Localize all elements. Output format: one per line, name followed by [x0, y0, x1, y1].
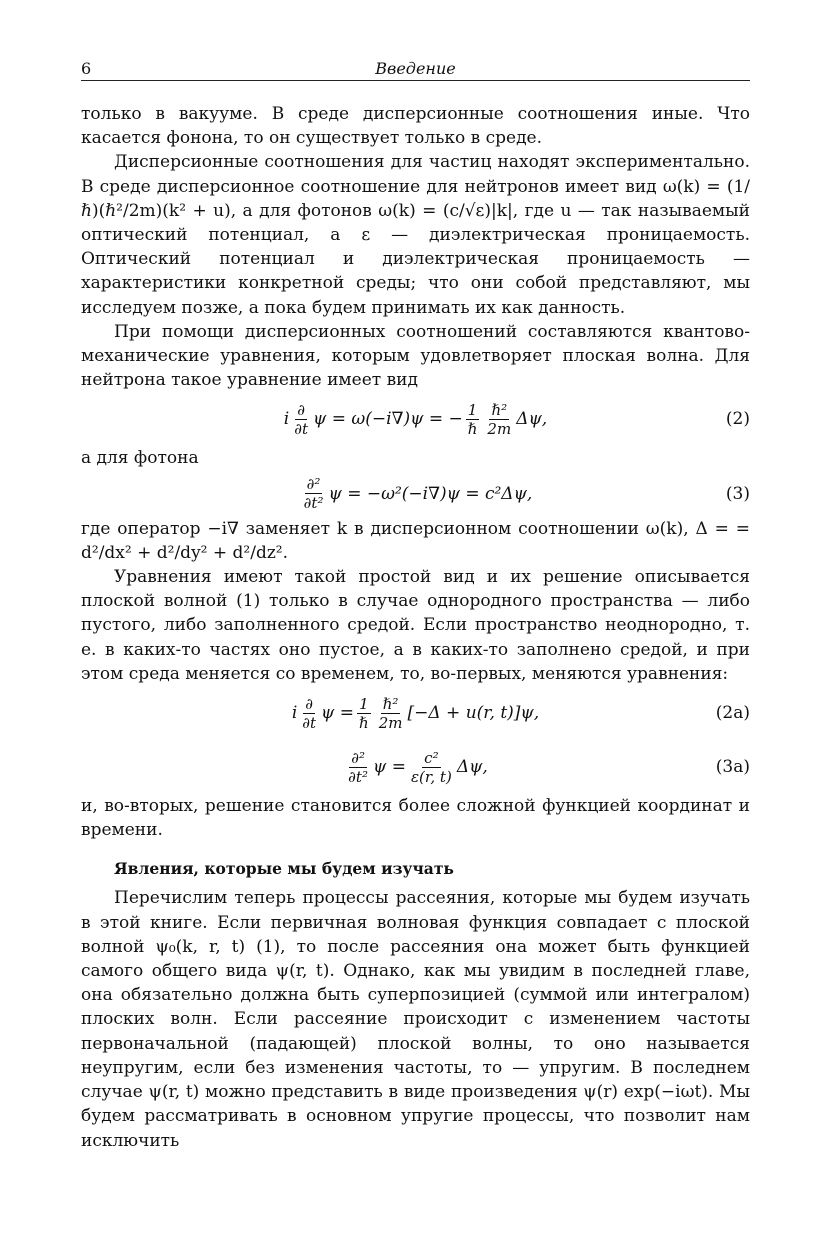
- running-title: Введение: [375, 59, 456, 78]
- paragraph-2: Дисперсионные соотношения для частиц находят экспериментально. В среде дисперсионное соотношение для нейтронов имеет вид ω(k) = (1/ℏ)(ℏ²/2m)(k² + u), а для фотонов ω(k) = (c/√ε)|k|, где u — так называемый оптический потенциал, а ε — диэлектрическая проницаемость. Оптический потенциал и диэлектрическая проницаемость — характеристики конкретной среды; что они собой представляют, мы исследуем позже, а пока будем принимать их как данность.: [81, 152, 750, 318]
- equation-3-number: (3): [725, 483, 750, 504]
- eq3a-frac: [409, 749, 454, 786]
- eq2a-f2-num: ℏ²: [382, 694, 399, 713]
- eq3-d-num: ∂²: [306, 475, 321, 494]
- eq2a-f1-den: ℏ: [359, 713, 369, 732]
- paragraph-3: При помощи дисперсионных соотношений составляются квантово-механические уравнения, которым удовлетворяет плоская волна. Для нейтрона такое уравнение имеет вид: [81, 321, 750, 391]
- eq3-d-den: ∂t²: [303, 494, 324, 513]
- eq2-tail: Δψ,: [516, 409, 548, 430]
- equation-2a: [81, 686, 750, 740]
- equation-3a-formula: [343, 749, 488, 786]
- page-number: 6: [81, 59, 92, 78]
- eq2-d-num: ∂: [297, 400, 306, 419]
- page-body: [81, 102, 750, 1153]
- eq2-f2-den: 2m: [487, 419, 512, 438]
- eq2a-f2-den: 2m: [378, 713, 403, 732]
- eq2a-f1-num: 1: [359, 694, 369, 713]
- eq2a-d-num: ∂: [305, 694, 314, 713]
- eq2a-derivative: [300, 695, 318, 732]
- eq3a-tail: Δψ,: [456, 756, 488, 777]
- eq3a-f-num: c²: [424, 748, 439, 767]
- eq2-mid: ψ = ω(−i∇)ψ = −: [313, 409, 463, 430]
- eq2-frac-2: [485, 401, 513, 438]
- page-header: [81, 58, 750, 81]
- eq3a-derivative: [346, 749, 370, 786]
- paragraph-7: и, во-вторых, решение становится более сложной функцией координат и времени.: [81, 796, 750, 841]
- equation-3a: [81, 740, 750, 794]
- paragraph-5: где оператор −i∇ заменяет k в дисперсионном соотношении ω(k), Δ = = d²/dx² + d²/dy² + d²/dz².: [81, 518, 750, 563]
- equation-2a-number: (2a): [715, 702, 750, 723]
- eq3a-d-num: ∂²: [351, 748, 365, 767]
- eq2a-i: i: [291, 702, 298, 723]
- eq3a-mid: ψ =: [372, 756, 406, 777]
- eq2a-mid: ψ =: [321, 702, 355, 723]
- paragraph-1: только в вакууме. В среде дисперсионные соотношения иные. Что касается фонона, то он существует только в среде.: [81, 104, 750, 149]
- eq2a-frac-1: [357, 695, 371, 732]
- eq3-body: ψ = −ω²(−i∇)ψ = c²Δψ,: [328, 483, 533, 504]
- eq2-frac-1: [466, 401, 480, 438]
- paragraph-4: а для фотона: [81, 448, 199, 469]
- eq2-f2-num: ℏ²: [491, 400, 508, 419]
- equation-3a-number: (3a): [715, 756, 750, 777]
- eq3a-f-den: ε(r, t): [410, 767, 452, 786]
- equation-2-number: (2): [725, 409, 750, 430]
- eq2-i: i: [283, 409, 290, 430]
- equation-3-formula: [299, 475, 533, 512]
- eq2-d-den: ∂t: [294, 419, 309, 438]
- eq2a-d-den: ∂t: [302, 713, 317, 732]
- eq2-f1-den: ℏ: [467, 419, 478, 438]
- eq2a-tail: [−Δ + u(r, t)]ψ,: [407, 702, 540, 723]
- equation-2a-formula: [292, 695, 539, 732]
- eq3-derivative: [302, 475, 326, 512]
- paragraph-6: Уравнения имеют такой простой вид и их решение описывается плоской волной (1) только в случае однородного пространства — либо пустого, либо заполненного средой. Если пространство неоднородно, т. е. в каких-то частях оно пустое, а в каких-то заполнено средой, и при этом среда меняется со временем, то, во-первых, меняются уравнения:: [81, 567, 750, 684]
- eq2-derivative: [292, 401, 310, 438]
- section-heading: Явления, которые мы будем изучать: [114, 859, 454, 879]
- eq3a-d-den: ∂t²: [348, 767, 368, 786]
- eq2-f1-num: 1: [467, 400, 478, 419]
- equation-3: [81, 471, 750, 517]
- equation-2-formula: [284, 401, 547, 438]
- paragraph-8: Перечислим теперь процессы рассеяния, которые мы будем изучать в этой книге. Если первичная волновая функция совпадает с плоской волной ψ₀(k, r, t) (1), то после рассеяния она может быть функцией самого общего вида ψ(r, t). Однако, как мы увидим в последней главе, она обязательно должна быть суперпозицией (суммой или интегралом) плоских волн. Если рассеяние происходит с изменением частоты первоначальной (падающей) плоской волны, то оно называется неупругим, если без изменения частоты, то — упругим. В последнем случае ψ(r, t) можно представить в виде произведения ψ(r) exp(−iωt). Мы будем рассматривать в основном упругие процессы, что позволит нам исключить: [81, 888, 750, 1151]
- equation-2: [81, 392, 750, 446]
- eq2a-frac-2: [377, 695, 405, 732]
